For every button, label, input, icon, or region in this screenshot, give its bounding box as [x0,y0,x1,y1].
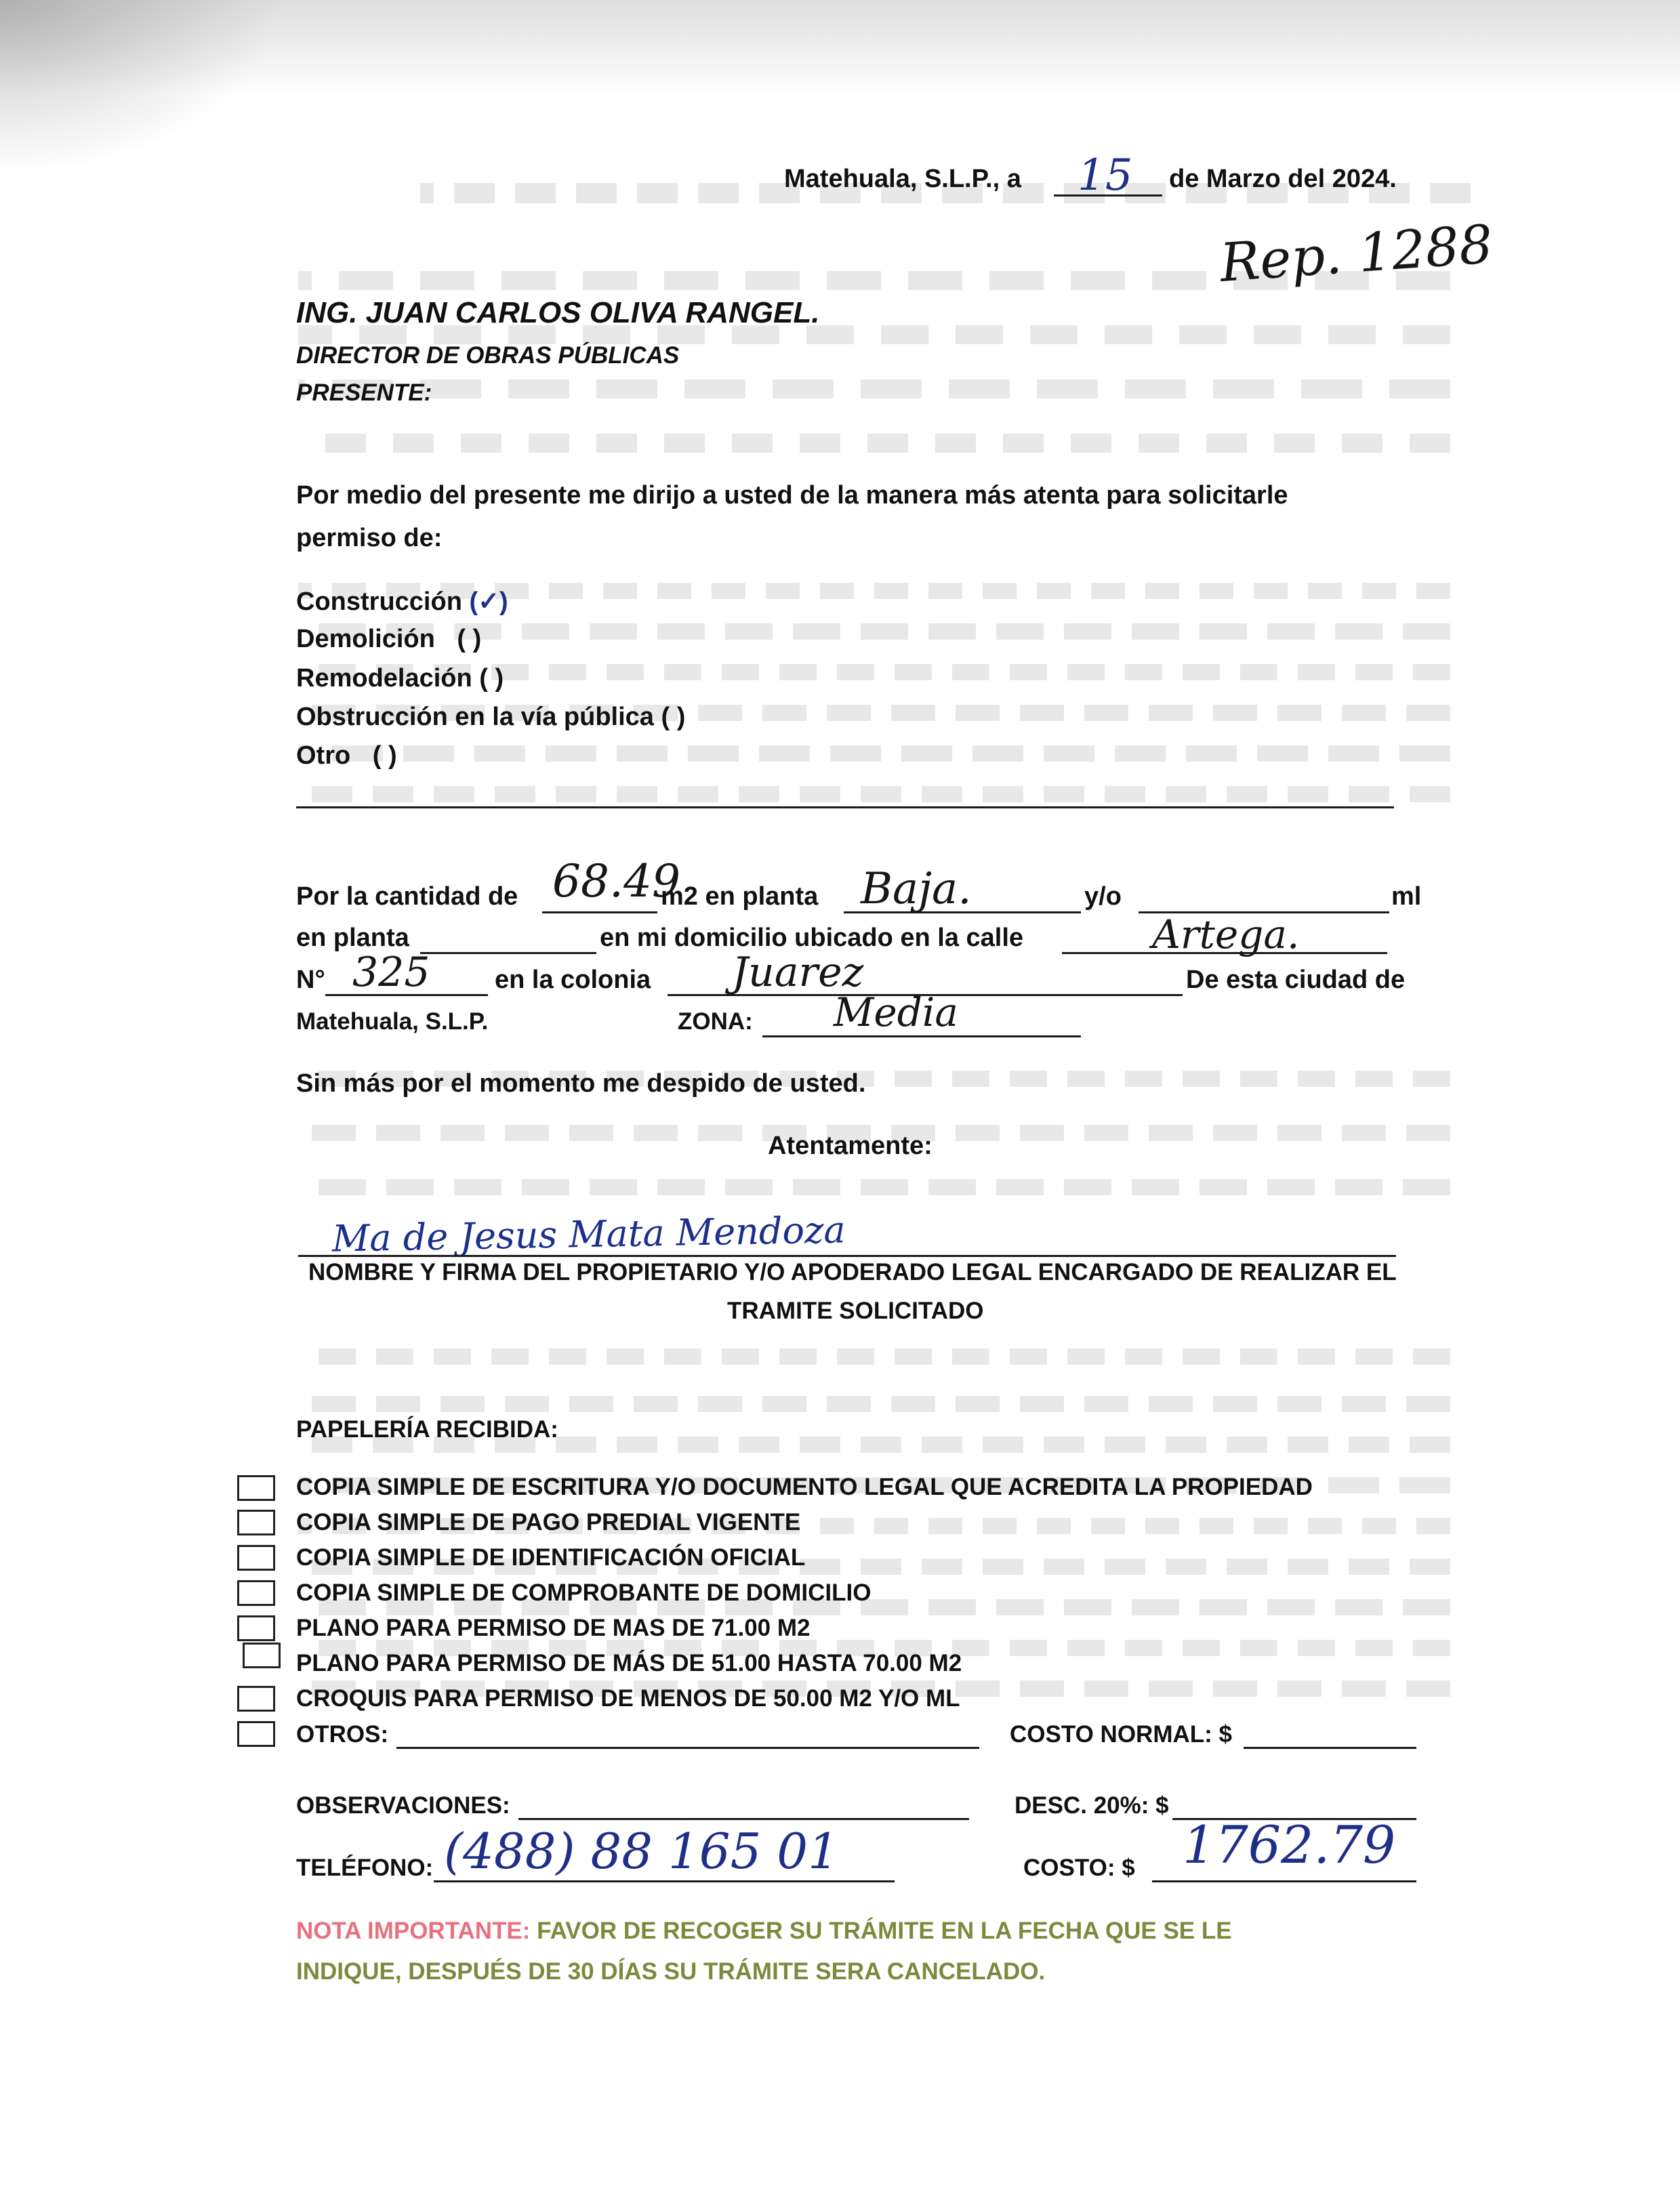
addressee-name: ING. JUAN CARLOS OLIVA RANGEL. [296,296,820,329]
observaciones-line[interactable] [518,1818,969,1820]
papeleria-checkbox[interactable] [237,1615,275,1641]
costo-normal-line[interactable] [1244,1747,1416,1749]
permit-type-demolicion[interactable] [296,625,481,654]
signature-line[interactable] [298,1255,1396,1257]
permit-type-label: Otro [296,741,351,770]
cantidad-line[interactable] [542,911,657,913]
costo-line[interactable] [1152,1880,1416,1882]
permit-type-mark: ( ) [372,741,397,770]
en-planta-label: en planta [296,924,409,952]
scan-shadow-corner [0,0,285,176]
calle-handwritten: Artega. [1152,911,1300,957]
papeleria-item-label: COPIA SIMPLE DE PAGO PREDIAL VIGENTE [296,1509,801,1535]
papeleria-checkbox[interactable] [243,1643,281,1668]
atentamente-label: Atentamente: [768,1132,933,1160]
papeleria-checkbox[interactable] [237,1686,275,1712]
colonia-handwritten: Juarez [732,949,864,996]
date-day-handwritten: 15 [1078,150,1133,201]
closing-text: Sin más por el momento me despido de usted. [296,1069,866,1098]
papeleria-checkbox[interactable] [237,1510,275,1535]
intro-line-2: permiso de: [296,524,443,552]
permit-type-label: Remodelación [296,664,472,693]
ciudad-line-2: Matehuala, S.L.P. [296,1008,489,1035]
papeleria-title: PAPELERÍA RECIBIDA: [296,1416,558,1443]
papeleria-item-label: OTROS: [296,1721,389,1748]
signer-handwritten: Ma de Jesus Mata Mendoza [331,1208,846,1260]
ml-label: ml [1391,882,1422,911]
date-suffix: de Marzo del 2024. [1169,165,1397,193]
domicilio-label: en mi domicilio ubicado en la calle [600,924,1024,952]
papeleria-item-label: CROQUIS PARA PERMISO DE MENOS DE 50.00 M2 Y/O ML [296,1685,960,1712]
costo-handwritten: 1762.79 [1183,1815,1396,1875]
telefono-line[interactable] [434,1880,895,1882]
permit-type-construccion[interactable] [296,586,508,617]
desc-label: DESC. 20%: $ [1015,1792,1169,1819]
observaciones-label: OBSERVACIONES: [296,1792,510,1819]
otros-line[interactable] [396,1747,979,1749]
nota-text-1: FAVOR DE RECOGER SU TRÁMITE EN LA FECHA QUE SE LE [537,1918,1232,1944]
costo-label: COSTO: $ [1023,1855,1135,1881]
numero-handwritten: 325 [352,949,430,996]
costo-normal-label: COSTO NORMAL: $ [1010,1721,1232,1748]
planta-handwritten: Baja. [861,864,972,914]
papeleria-checkbox[interactable] [237,1580,275,1606]
colonia-label: en la colonia [495,966,651,994]
papeleria-checkbox[interactable] [237,1721,275,1747]
otro-specify-line[interactable] [296,806,1394,808]
m2-label: m2 en planta [661,882,819,911]
permit-type-obstruccion[interactable] [296,703,685,732]
cantidad-label: Por la cantidad de [296,882,518,911]
rep-note-handwritten: Rep. 1288 [1218,214,1495,294]
addressee-presente: PRESENTE: [296,379,432,406]
permit-type-label: Demolición [296,625,435,653]
permit-type-remodelacion[interactable] [296,664,504,693]
numero-label: N° [296,966,325,994]
nota-label: NOTA IMPORTANTE: [296,1918,531,1944]
papeleria-checkbox[interactable] [237,1475,275,1501]
papeleria-item-label: PLANO PARA PERMISO DE MAS DE 71.00 M2 [296,1615,811,1641]
zona-label: ZONA: [678,1008,753,1035]
intro-line-1: Por medio del presente me dirijo a usted de la manera más atenta para solicitarle [296,481,1288,510]
permit-type-mark: ( ) [479,664,504,693]
yo-label: y/o [1084,882,1122,911]
papeleria-item-label: PLANO PARA PERMISO DE MÁS DE 51.00 HASTA 70.00 M2 [296,1650,962,1676]
nota-line-1 [296,1918,1232,1945]
permit-type-mark: ( ) [661,703,686,731]
en-planta-line[interactable] [420,952,596,954]
zona-handwritten: Media [834,989,958,1035]
ciudad-label: De esta ciudad de [1186,966,1406,994]
permit-type-label: Obstrucción en la vía pública [296,703,654,731]
permit-type-mark: ( ) [457,625,482,653]
signature-caption-2: TRAMITE SOLICITADO [727,1298,984,1324]
date-prefix: Matehuala, S.L.P., a [784,165,1021,193]
nota-text-2: INDIQUE, DESPUÉS DE 30 DÍAS SU TRÁMITE SERA CANCELADO. [296,1958,1046,1985]
zona-line[interactable] [762,1035,1081,1037]
permit-type-mark: (✓) [469,587,508,616]
papeleria-item-label: COPIA SIMPLE DE COMPROBANTE DE DOMICILIO [296,1580,872,1606]
permit-type-label: Construcción [296,587,462,616]
addressee-position: DIRECTOR DE OBRAS PÚBLICAS [296,342,680,369]
signature-caption-1: NOMBRE Y FIRMA DEL PROPIETARIO Y/O APODERADO LEGAL ENCARGADO DE REALIZAR EL [308,1259,1397,1285]
papeleria-item-label: COPIA SIMPLE DE IDENTIFICACIÓN OFICIAL [296,1544,806,1571]
telefono-label: TELÉFONO: [296,1855,434,1881]
telefono-handwritten: (488) 88 165 01 [444,1823,839,1880]
cantidad-handwritten: 68.49 [552,855,680,907]
permit-type-otro[interactable] [296,741,397,770]
papeleria-item-label: COPIA SIMPLE DE ESCRITURA Y/O DOCUMENTO LEGAL QUE ACREDITA LA PROPIEDAD [296,1474,1313,1500]
papeleria-checkbox[interactable] [237,1545,275,1571]
